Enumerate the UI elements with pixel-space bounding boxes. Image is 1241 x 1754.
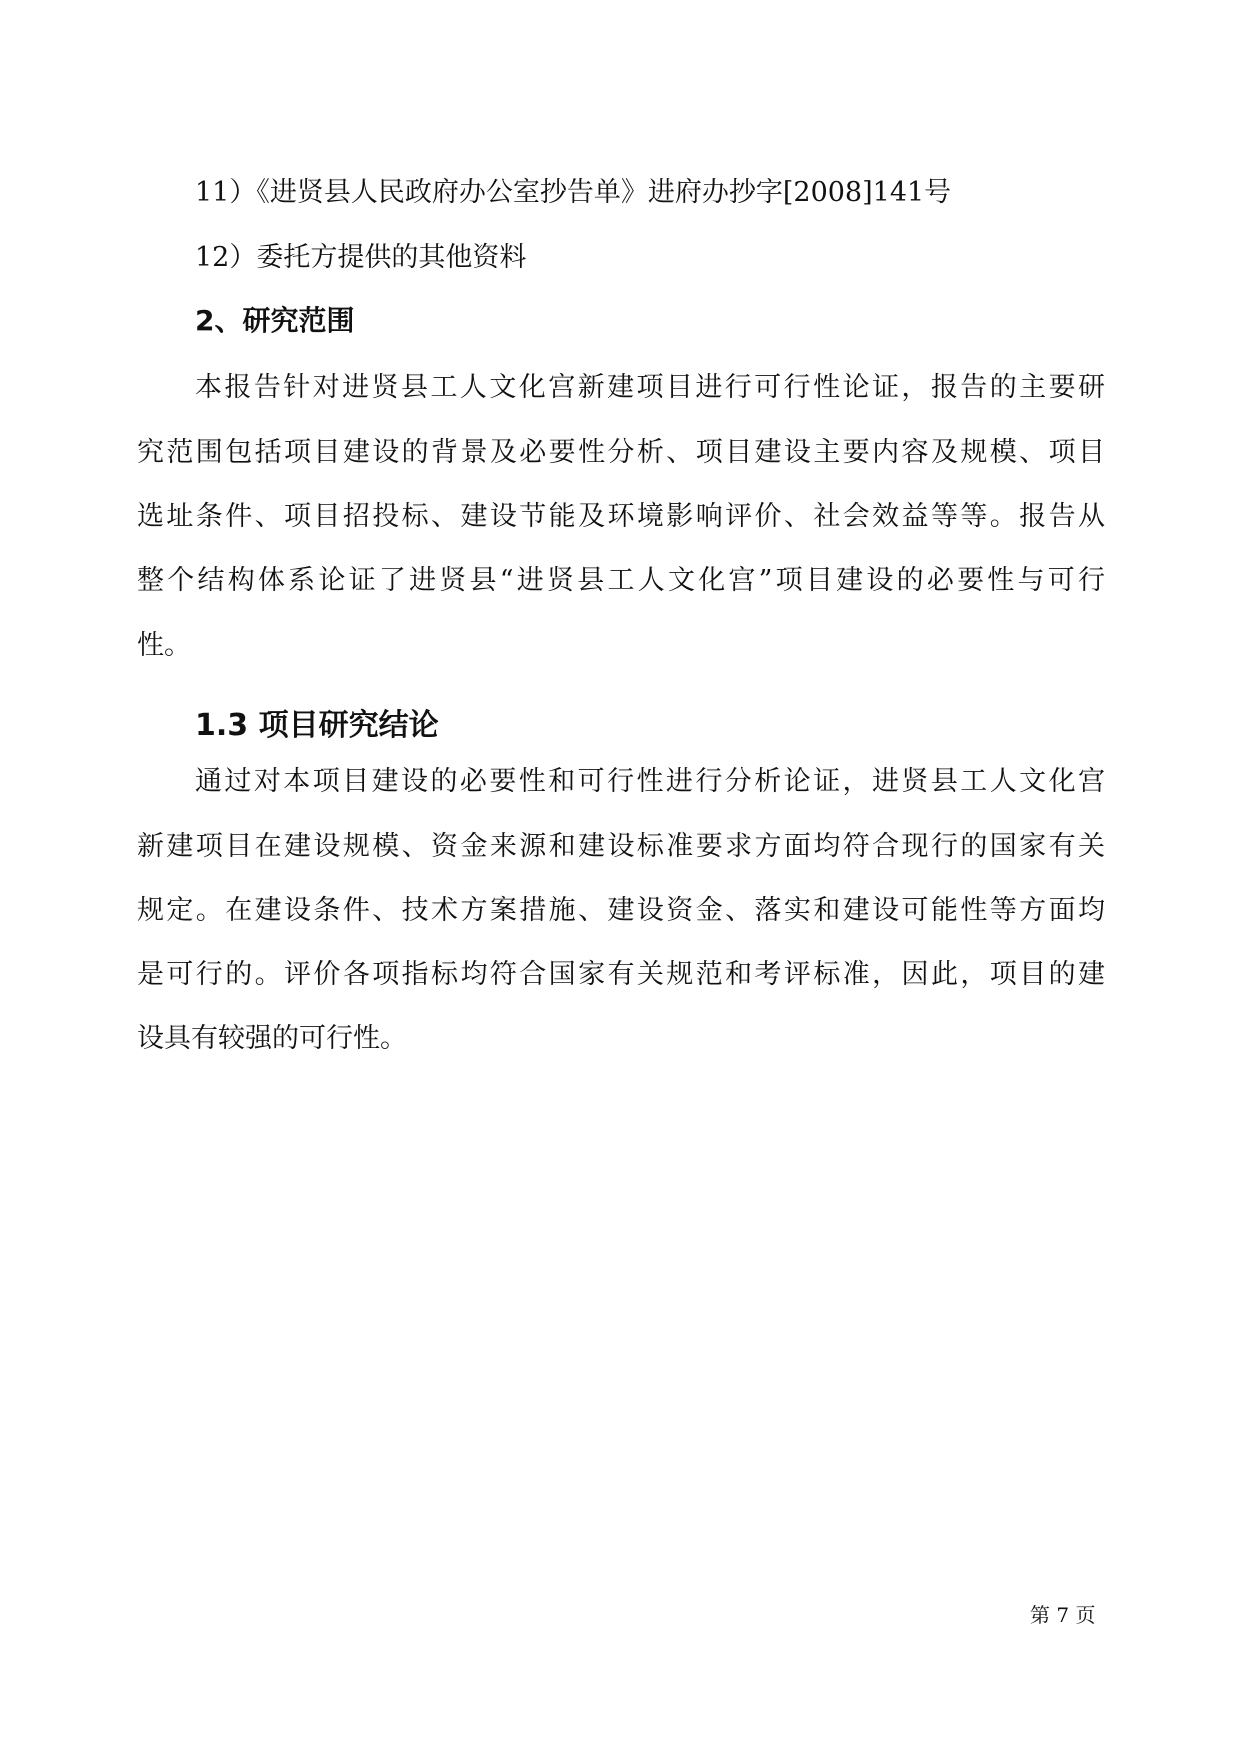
paragraph-line: 本报告针对进贤县工人文化宫新建项目进行可行性论证，报告的主要研	[195, 372, 1105, 403]
reference-item-11: 11）《进贤县人民政府办公室抄告单》进府办抄字[2008]141号	[195, 177, 952, 208]
page-number: 第 7 页	[1030, 1603, 1096, 1627]
paragraph-line: 是可行的。评价各项指标均符合国家有关规范和考评标准，因此，项目的建	[137, 959, 1105, 990]
paragraph-line: 设具有较强的可行性。	[137, 1023, 407, 1054]
paragraph-line: 究范围包括项目建设的背景及必要性分析、项目建设主要内容及规模、项目	[137, 437, 1105, 468]
paragraph-line: 新建项目在建设规模、资金来源和建设标准要求方面均符合现行的国家有关	[137, 831, 1105, 862]
paragraph-line: 通过对本项目建设的必要性和可行性进行分析论证，进贤县工人文化宫	[195, 766, 1105, 797]
paragraph-line: 规定。在建设条件、技术方案措施、建设资金、落实和建设可能性等方面均	[137, 895, 1105, 926]
section-heading-conclusion: 1.3 项目研究结论	[195, 708, 439, 743]
paragraph-line: 性。	[137, 630, 191, 661]
paragraph-line: 选址条件、项目招投标、建设节能及环境影响评价、社会效益等等。报告从	[137, 501, 1105, 532]
paragraph-line: 整个结构体系论证了进贤县“进贤县工人文化宫”项目建设的必要性与可行	[137, 565, 1105, 596]
section-heading-research-scope: 2、研究范围	[195, 304, 355, 337]
reference-item-12: 12）委托方提供的其他资料	[195, 242, 527, 273]
